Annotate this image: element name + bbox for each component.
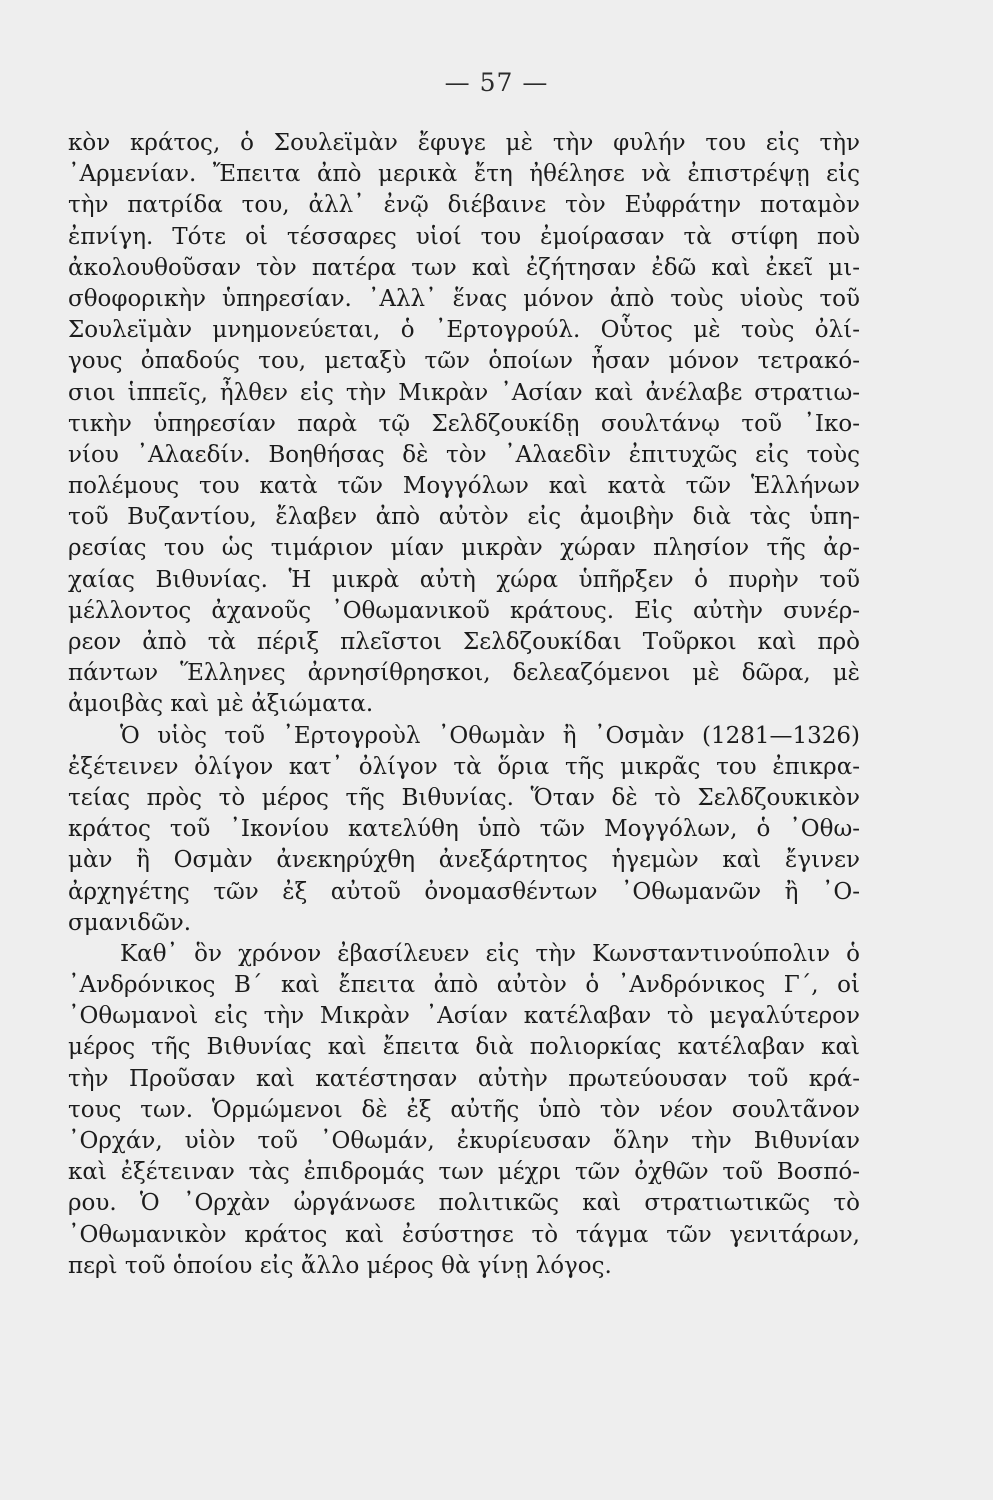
- text-line: ρεον ἀπὸ τὰ πέριξ πλεῖστοι Σελδζουκίδαι Τοῦρκοι καὶ πρὸ: [68, 629, 860, 655]
- text-line: ἐπνίγη. Τότε οἱ τέσσαρες υἱοί του ἐμοίρασαν τὰ στίφη ποὺ: [68, 223, 860, 250]
- text-line: τους των. Ὁρμώμενοι δὲ ἐξ αὐτῆς ὑπὸ τὸν νέον σουλτᾶνον: [68, 1096, 860, 1123]
- text-line: ἀρχηγέτης τῶν ἐξ αὐτοῦ ὀνομασθέντων ᾿Οθωμανῶν ἢ ᾿Ο-: [68, 878, 860, 905]
- text-line: καὶ ἐξέτειναν τὰς ἐπιδρομάς των μέχρι τῶν ὀχθῶν τοῦ Βοσπό-: [68, 1159, 860, 1186]
- text-line: σμανιδῶν.: [68, 909, 192, 936]
- text-line: ᾿Οθωμανικὸν κράτος καὶ ἐσύστησε τὸ τάγμα τῶν γενιτάρων,: [68, 1221, 860, 1248]
- text-line: Καθ᾿ ὃν χρόνον ἐβασίλευεν εἰς τὴν Κωνσταντινούπολιν ὁ: [120, 940, 860, 967]
- text-line: ἀκολουθοῦσαν τὸν πατέρα των καὶ ἐζήτησαν ἐδῶ καὶ ἐκεῖ μι-: [68, 254, 860, 281]
- text-line: σιοι ἱππεῖς, ἦλθεν εἰς τὴν Μικρὰν ᾿Ασίαν καὶ ἀνέλαβε στρατιω-: [68, 379, 860, 406]
- text-line: τικὴν ὑπηρεσίαν παρὰ τῷ Σελδζουκίδῃ σουλτάνῳ τοῦ ᾿Ικο-: [68, 410, 860, 437]
- text-line: ᾿Αρμενίαν. Ἔπειτα ἀπὸ μερικὰ ἔτη ἠθέλησε νὰ ἐπιστρέψῃ εἰς: [68, 161, 860, 188]
- text-line: μὰν ἢ Οσμὰν ἀνεκηρύχθη ἀνεξάρτητος ἡγεμὼν καὶ ἔγινεν: [68, 847, 860, 874]
- text-line: πολέμους του κατὰ τῶν Μογγόλων καὶ κατὰ τῶν Ἑλλήνων: [68, 473, 860, 500]
- text-line: γους ὀπαδούς του, μεταξὺ τῶν ὁποίων ἦσαν μόνον τετρακό-: [68, 348, 860, 375]
- page-number: — 57 —: [444, 68, 549, 97]
- text-line: Σουλεϊμὰν μνημονεύεται, ὁ ᾿Ερτογρούλ. Οὗτος μὲ τοὺς ὀλί-: [68, 317, 860, 344]
- text-line: ᾿Ορχάν, υἱὸν τοῦ ᾿Οθωμάν, ἐκυρίευσαν ὅλην τὴν Βιθυνίαν: [68, 1128, 860, 1154]
- text-line: ᾿Ανδρόνικος Β΄ καὶ ἔπειτα ἀπὸ αὐτὸν ὁ ᾿Ανδρόνικος Γ΄, οἱ: [68, 972, 860, 999]
- text-line: ἐξέτεινεν ὀλίγον κατ᾿ ὀλίγον τὰ ὅρια τῆς μικρᾶς του ἐπικρα-: [68, 753, 860, 780]
- text-line: μέρος τῆς Βιθυνίας καὶ ἔπειτα διὰ πολιορκίας κατέλαβαν καὶ: [68, 1034, 860, 1061]
- text-line: κὸν κράτος, ὁ Σουλεϊμὰν ἔφυγε μὲ τὴν φυλήν του εἰς τὴν: [68, 130, 860, 156]
- text-line: τοῦ Βυζαντίου, ἔλαβεν ἀπὸ αὐτὸν εἰς ἀμοιβὴν διὰ τὰς ὑπη-: [68, 504, 860, 531]
- body-text: [68, 128, 860, 1282]
- text-line: χαίας Βιθυνίας. Ἡ μικρὰ αὐτὴ χώρα ὑπῆρξεν ὁ πυρὴν τοῦ: [68, 566, 860, 593]
- text-line: νίου ᾿Αλαεδίν. Βοηθήσας δὲ τὸν ᾿Αλαεδὶν ἐπιτυχῶς εἰς τοὺς: [68, 441, 860, 468]
- text-line: κράτος τοῦ ᾿Ικονίου κατελύθη ὑπὸ τῶν Μογγόλων, ὁ ᾿Οθω-: [68, 816, 860, 843]
- text-line: πάντων Ἕλληνες ἀρνησίθρησκοι, δελεαζόμενοι μὲ δῶρα, μὲ: [68, 660, 860, 687]
- text-line: ἀμοιβὰς καὶ μὲ ἀξιώματα.: [68, 691, 374, 718]
- text-line: σθοφορικὴν ὑπηρεσίαν. ᾿Αλλ᾿ ἕνας μόνον ἀπὸ τοὺς υἱοὺς τοῦ: [68, 285, 860, 312]
- text-line: ᾿Οθωμανοὶ εἰς τὴν Μικρὰν ᾿Ασίαν κατέλαβαν τὸ μεγαλύτερον: [68, 1003, 860, 1030]
- text-line: Ὁ υἱὸς τοῦ ᾿Ερτογροὺλ ᾿Οθωμὰν ἢ ᾿Οσμὰν (1281—1326): [120, 722, 860, 749]
- text-line: ρεσίας του ὡς τιμάριον μίαν μικρὰν χώραν πλησίον τῆς ἀρ-: [68, 535, 860, 562]
- text-line: περὶ τοῦ ὁποίου εἰς ἄλλο μέρος θὰ γίνῃ λόγος.: [68, 1252, 612, 1279]
- text-line: μέλλοντος ἀχανοῦς ᾿Οθωμανικοῦ κράτους. Εἰς αὐτὴν συνέρ-: [68, 597, 860, 624]
- text-line: τείας πρὸς τὸ μέρος τῆς Βιθυνίας. Ὅταν δὲ τὸ Σελδζουκικὸν: [68, 784, 860, 811]
- text-line: τὴν Προῦσαν καὶ κατέστησαν αὐτὴν πρωτεύουσαν τοῦ κρά-: [68, 1065, 860, 1092]
- text-line: ρου. Ὁ ᾿Ορχὰν ὠργάνωσε πολιτικῶς καὶ στρατιωτικῶς τὸ: [68, 1190, 860, 1217]
- text-line: τὴν πατρίδα του, ἀλλ᾿ ἐνῷ διέβαινε τὸν Εὐφράτην ποταμὸν: [68, 192, 860, 219]
